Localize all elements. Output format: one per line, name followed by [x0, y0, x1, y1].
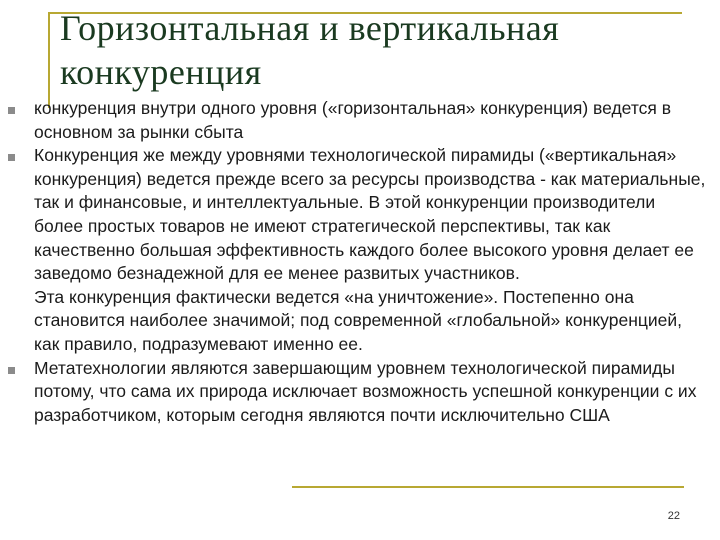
square-bullet-icon: [8, 107, 15, 114]
frame-left-line: [48, 12, 50, 108]
frame-bottom-line: [292, 486, 684, 488]
bullet-continuation-text: Эта конкуренция фактически ведется «на уничтожение». Постепенно она становится наиболее значимой; под современной «глобальной» конкуренцией, как правило, подразумевают именно ее.: [34, 286, 683, 354]
slide-title: Горизонтальная и вертикальная конкуренция: [60, 8, 560, 92]
bullet-item-metatechnologies: [6, 357, 706, 428]
square-bullet-icon: [8, 154, 15, 161]
square-bullet-icon: [8, 367, 15, 374]
bullet-text: Конкуренция же между уровнями технологической пирамиды («вертикальная» конкуренция) ведется прежде всего за ресурсы производства - как материальные, так и финансовые, и интеллектуальные. В этой конкуренции производители более простых товаров не имеют стратегической перспективы, так как качественно большая эффективность каждого более высокого уровня делает ее заведомо безнадежной для ее менее развитых участников.: [34, 145, 706, 284]
bullet-list: [6, 97, 706, 427]
bullet-item-vertical: [6, 144, 706, 356]
bullet-item-horizontal: [6, 97, 706, 144]
bullet-text: Метатехнологии являются завершающим уровнем технологической пирамиды потому, что сама их природа исключает возможность успешной конкуренции с их разработчиком, которым сегодня являются почти исключительно США: [34, 357, 697, 425]
page-number: 22: [667, 510, 680, 522]
bullet-text: конкуренция внутри одного уровня («горизонтальная» конкуренция) ведется в основном за рынки сбыта: [34, 98, 672, 142]
